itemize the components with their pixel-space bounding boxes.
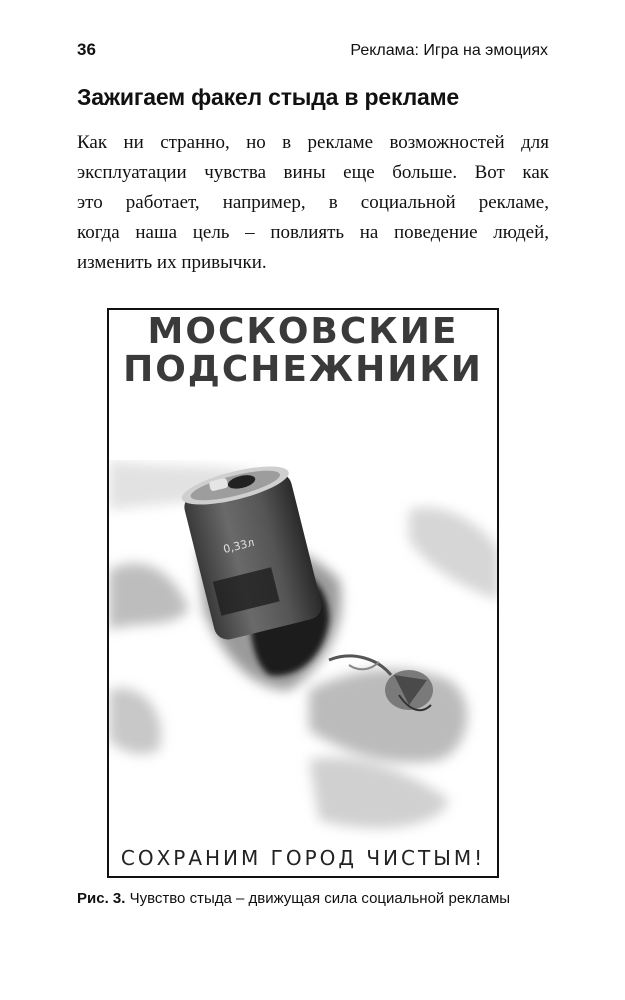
body-line: изменить их привычки.: [77, 252, 267, 273]
can-volume-label: 0,33л: [221, 535, 256, 557]
running-title: Реклама: Игра на эмоциях: [350, 42, 548, 59]
social-ad-poster: [107, 308, 499, 878]
body-line: это работает, например, в социальной рекламе,: [77, 192, 549, 213]
poster-slogan: СОХРАНИМ ГОРОД ЧИСТЫМ!: [120, 846, 486, 870]
figure-caption: [77, 890, 557, 907]
soda-can: [179, 460, 325, 642]
figure-caption-label: Рис. 3.: [77, 890, 126, 907]
section-heading: Зажигаем факел стыда в рекламе: [77, 84, 459, 110]
snow-can-flower-photo: [109, 460, 499, 840]
body-line: Как ни странно, но в рекламе возможностей для: [77, 132, 549, 153]
figure-caption-text: Чувство стыда – движущая сила социальной рекламы: [129, 890, 511, 907]
page-number: 36: [77, 40, 96, 59]
body-paragraph: [77, 128, 549, 278]
body-line: эксплуатации чувства вины еще больше. Вот как: [77, 162, 549, 183]
poster-headline-line2: ПОДСНЕЖНИКИ: [123, 349, 483, 390]
running-head: [77, 40, 548, 64]
poster-headline-line1: МОСКОВСКИЕ: [147, 311, 459, 352]
body-line: когда наша цель – повлиять на поведение людей,: [77, 222, 549, 243]
